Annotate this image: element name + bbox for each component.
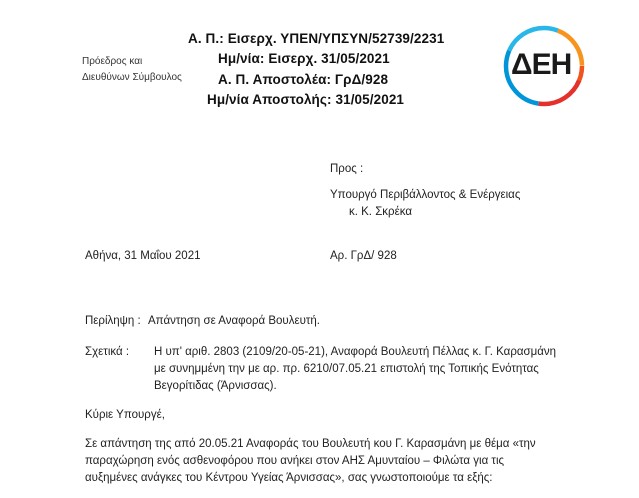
- related-label: Σχετικά :: [85, 346, 130, 358]
- sender-title-line2: Διευθύνων Σύμβουλος: [82, 72, 182, 83]
- document-date: Αθήνα, 31 Μαΐου 2021: [85, 250, 201, 262]
- body-line3: αυξημένες ανάγκες του Κέντρου Υγείας Άρνισσας», σας γνωστοποιούμε τα εξής:: [85, 472, 493, 484]
- recipient-label: Προς :: [330, 163, 364, 175]
- sender-title: [82, 54, 182, 86]
- logo-text: ΔΕΗ: [511, 48, 572, 81]
- related-line2: με συνημμένη την με αρ. πρ. 6210/07.05.21 επιστολή της Τοπικής Ενότητας: [154, 363, 539, 375]
- related-line3: Βεγορίτιδας (Άρνισσας).: [154, 380, 277, 392]
- sender-title-line1: Πρόεδρος και: [82, 56, 143, 67]
- stamp-protocol-number: Α. Π.: Εισερχ. ΥΠΕΝ/ΥΠΣΥΝ/52739/2231: [188, 31, 445, 46]
- related-line1: Η υπ' αριθ. 2803 (2109/20-05-21), Αναφορά Βουλευτή Πέλλας κ. Γ. Καρασμάνη: [154, 346, 557, 358]
- reference-number: Αρ. ΓρΔ/ 928: [330, 250, 397, 262]
- recipient-line1: Υπουργό Περιβάλλοντος & Ενέργειας: [330, 189, 521, 201]
- summary-text: Απάντηση σε Αναφορά Βουλευτή.: [148, 315, 321, 327]
- summary-label: Περίληψη :: [85, 315, 141, 327]
- stamp-sender-protocol: Α. Π. Αποστολέα: ΓρΔ/928: [218, 72, 389, 87]
- salutation: Κύριε Υπουργέ,: [85, 409, 165, 421]
- stamp-send-date: Ημ/νία Αποστολής: 31/05/2021: [207, 92, 405, 107]
- body-line2: παραχώρηση ενός ασθενοφόρου που ανήκει στον ΑΗΣ Αμυνταίου – Φιλώτα για τις: [85, 455, 505, 467]
- recipient-line2: κ. Κ. Σκρέκα: [349, 206, 412, 218]
- company-logo: [500, 22, 588, 110]
- body-line1: Σε απάντηση της από 20.05.21 Αναφοράς του Βουλευτή κου Γ. Καρασμάνη με θέμα «την: [85, 438, 536, 450]
- stamp-incoming-date: Ημ/νία: Εισερχ. 31/05/2021: [218, 51, 390, 66]
